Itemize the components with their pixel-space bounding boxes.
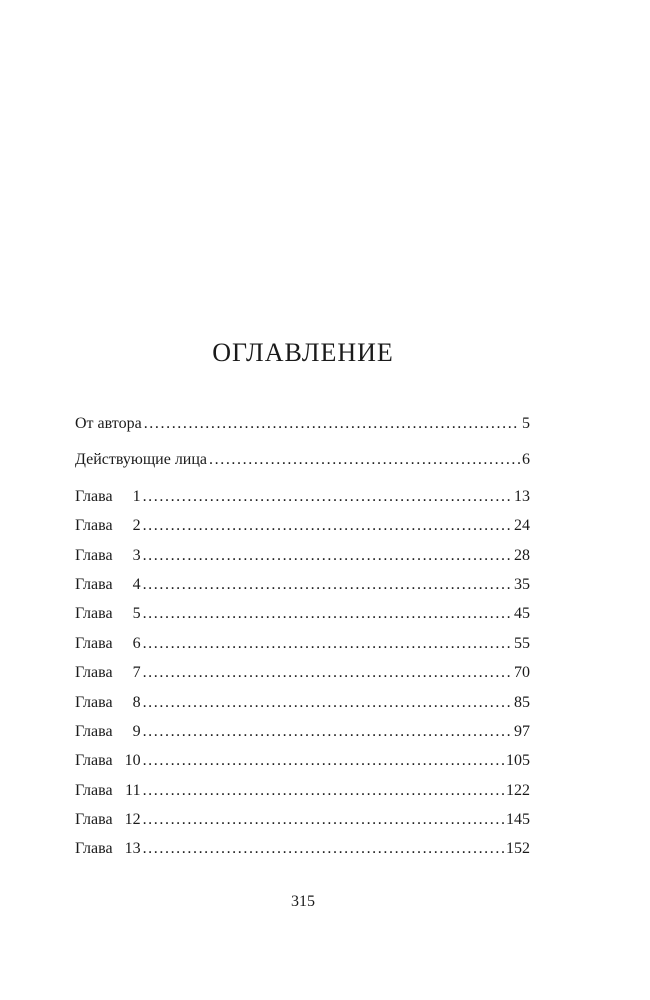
toc-entry-label: Глава — [75, 487, 113, 505]
toc-chapter-number: 9 — [132, 722, 141, 740]
toc-chapter-number: 2 — [132, 517, 141, 535]
toc-entry-chapter-5[interactable] — [75, 599, 530, 628]
toc-entry-page: 55 — [514, 634, 530, 652]
dot-leader — [143, 834, 504, 863]
toc-entry-chapter-10[interactable] — [75, 746, 530, 775]
toc-entry-label: Глава — [75, 575, 113, 593]
page-number: 315 — [291, 893, 315, 910]
toc-chapter-number: 1 — [132, 487, 141, 505]
toc-entry-page: 6 — [522, 451, 530, 469]
toc-entry-label: Глава — [75, 840, 113, 858]
toc-chapter-number: 11 — [125, 781, 141, 799]
toc-entry-page: 152 — [506, 840, 530, 858]
dot-leader — [143, 805, 504, 834]
toc-chapter-number: 4 — [132, 575, 141, 593]
dot-leader — [143, 482, 512, 511]
toc-entry-chapter-4[interactable] — [75, 570, 530, 599]
toc-entry-label: Глава — [75, 752, 113, 770]
toc-entry-label: Глава — [75, 811, 113, 829]
toc-entry-label: От автора — [75, 415, 142, 432]
toc-entry-chapter-11[interactable] — [75, 776, 530, 805]
toc-entry-chapter-7[interactable] — [75, 658, 530, 687]
toc-entry-page: 145 — [506, 811, 530, 829]
toc-entry-page: 45 — [514, 605, 530, 623]
toc-entry-label: Действующие лица — [75, 451, 208, 469]
toc-entry-page: 28 — [514, 546, 530, 564]
page-title: ОГЛАВЛЕНИЕ — [212, 338, 394, 367]
toc-entry-label: Глава — [75, 517, 113, 535]
dot-leader — [144, 409, 520, 438]
dot-leader — [143, 570, 512, 599]
toc-chapter-number: 5 — [132, 605, 141, 623]
toc-chapter-number: 6 — [132, 634, 141, 652]
toc-entry-page: 105 — [506, 752, 530, 770]
dot-leader — [143, 629, 512, 658]
toc-entry-author-note[interactable] — [75, 409, 530, 438]
toc-entry-chapter-6[interactable] — [75, 629, 530, 658]
dot-leader — [143, 658, 512, 687]
dot-leader — [209, 445, 520, 474]
toc-chapter-number: 12 — [124, 811, 141, 829]
toc-chapter-number: 7 — [132, 664, 141, 682]
toc-entry-page: 35 — [514, 575, 530, 593]
toc-entry-label: Глава — [75, 781, 113, 799]
toc-chapter-number: 13 — [124, 840, 141, 858]
toc-entry-label: Глава — [75, 722, 113, 740]
toc-entry-page: 85 — [514, 693, 530, 711]
dot-leader — [143, 776, 504, 805]
toc-entry-label: Глава — [75, 605, 113, 623]
table-of-contents — [75, 409, 530, 864]
toc-entry-page: 97 — [514, 722, 530, 740]
toc-chapter-number: 8 — [132, 693, 141, 711]
dot-leader — [143, 511, 512, 540]
toc-chapter-number: 10 — [124, 752, 141, 770]
toc-entry-chapter-12[interactable] — [75, 805, 530, 834]
toc-entry-page: 24 — [514, 517, 530, 535]
toc-entry-page: 122 — [506, 781, 530, 799]
toc-chapter-number: 3 — [132, 546, 141, 564]
toc-entry-label: Глава — [75, 546, 113, 564]
toc-entry-label: Глава — [75, 664, 113, 682]
dot-leader — [143, 599, 512, 628]
toc-entry-page: 5 — [522, 415, 530, 432]
toc-entry-chapter-9[interactable] — [75, 717, 530, 746]
toc-entry-label: Глава — [75, 634, 113, 652]
dot-leader — [143, 746, 504, 775]
toc-entry-chapter-1[interactable] — [75, 482, 530, 511]
toc-entry-page: 70 — [514, 664, 530, 682]
toc-entry-chapter-13[interactable] — [75, 834, 530, 863]
toc-entry-chapter-8[interactable] — [75, 688, 530, 717]
dot-leader — [143, 717, 512, 746]
toc-entry-chapter-2[interactable] — [75, 511, 530, 540]
toc-entry-page: 13 — [514, 487, 530, 505]
toc-entry-chapter-3[interactable] — [75, 541, 530, 570]
toc-entry-label: Глава — [75, 693, 113, 711]
dot-leader — [143, 688, 512, 717]
dot-leader — [143, 541, 512, 570]
toc-entry-characters[interactable] — [75, 445, 530, 474]
